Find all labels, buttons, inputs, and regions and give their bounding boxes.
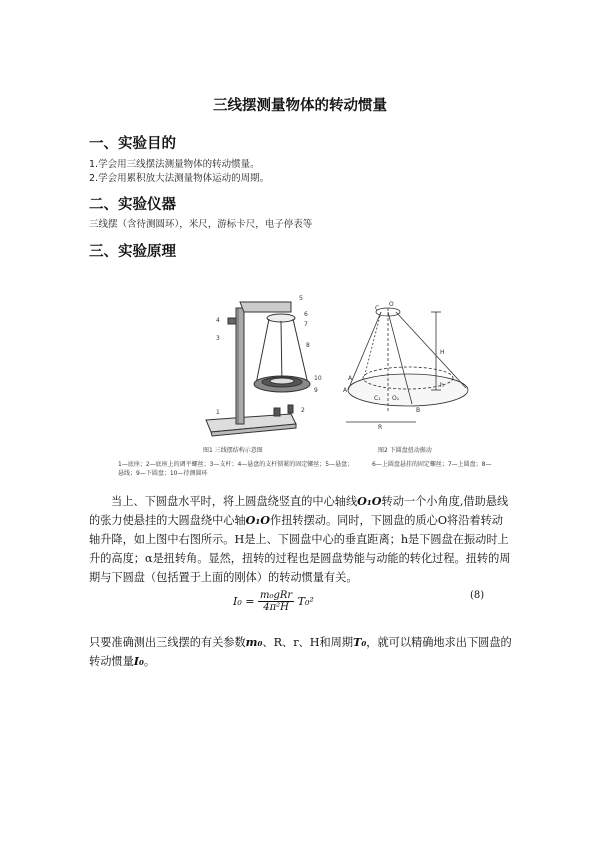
para1-text-1: 当上、下圆盘水平时，将上圆盘绕竖直的中心轴线 [111, 495, 358, 508]
para2-text-3: ，就可以精确地求出下圆盘的转动惯量 [89, 636, 512, 668]
left-figure-numbers [216, 295, 322, 416]
svg-text:O: O [389, 301, 394, 308]
svg-text:8: 8 [306, 342, 310, 349]
figure-legend-left: 1—底座；2—底座上的调平螺丝；3—支杆；4—悬盘的支杆锁紧的固定螺丝；5—悬盘； [118, 461, 354, 468]
symbol-i0: I₀ [133, 654, 144, 668]
svg-text:4: 4 [216, 317, 220, 324]
svg-text:R: R [378, 424, 383, 431]
svg-text:C₁: C₁ [374, 395, 381, 402]
section-heading-principle: 三、实验原理 [89, 244, 176, 260]
apparatus-figure [116, 292, 496, 472]
three-wire-pendulum-drawing [206, 302, 310, 436]
conclusion-paragraph [89, 633, 514, 671]
symbol-m0: m₀ [245, 635, 263, 649]
formula-number: (8) [470, 590, 485, 601]
svg-text:3: 3 [216, 335, 220, 342]
svg-text:C: C [375, 305, 380, 312]
svg-text:9: 9 [314, 387, 318, 394]
figure-caption-left: 图1 三线摆结构示意图 [203, 447, 263, 454]
figure-legend-line2: 悬线；9—下圆盘；10—待测圆环 [118, 470, 208, 477]
formula-numerator: m₀gRr [259, 590, 293, 601]
formula-lhs: I₀ = [233, 595, 255, 608]
formula-rhs: T₀² [297, 595, 314, 608]
formula-denominator: 4π²H [263, 602, 289, 613]
moment-of-inertia-formula [233, 590, 314, 613]
para1-text-2: 转动一个小角度,借助悬线的张力使悬挂的大圆盘绕中心轴 [89, 495, 509, 527]
svg-text:1: 1 [216, 409, 220, 416]
section-heading-purpose: 一、实验目的 [89, 136, 176, 152]
svg-text:6: 6 [304, 311, 308, 318]
para2-text-2: 、R、r、H和周期 [262, 636, 354, 649]
svg-text:h: h [440, 382, 444, 389]
svg-text:H: H [440, 349, 445, 356]
svg-text:10: 10 [314, 375, 322, 382]
formula-fraction [258, 590, 294, 613]
purpose-item-1: 1.学会用三线摆法测量物体的转动惯量。 [89, 159, 260, 170]
svg-text:A: A [343, 387, 348, 394]
symbol-t0: T₀ [353, 635, 367, 649]
svg-text:5: 5 [299, 295, 303, 302]
torsion-oscillation-drawing [346, 308, 468, 422]
principle-paragraph [89, 492, 514, 587]
svg-text:A: A [348, 375, 353, 382]
purpose-item-2: 2.学会用累积放大法测量物体运动的周期。 [89, 173, 270, 184]
para2-text-4: 。 [143, 655, 156, 668]
svg-text:7: 7 [304, 321, 308, 328]
section-heading-instruments: 二、实验仪器 [89, 197, 176, 213]
svg-text:O₁: O₁ [392, 395, 400, 402]
para1-text-3: 作扭转摆动。同时，下圆盘的质心O将沿着转动轴升降，如上图中右图所示。H是上、下圆盘中心的垂直距离；h是下圆盘在振动时上升的高度；α是扭转角。显然，扭转的过程也是圆盘势能与动能的转化过程。扭转的周期与下圆盘（包括置于上面的刚体）的转动惯量有关。 [89, 514, 511, 584]
page-title: 三线摆测量物体的转动惯量 [213, 98, 387, 114]
svg-text:B: B [416, 407, 421, 414]
instruments-text: 三线摆（含待测圆环），米尺，游标卡尺，电子停表等 [89, 219, 313, 230]
figure-caption-right: 图2 下圆盘扭动振动 [378, 447, 432, 454]
axis-symbol-o1o: O₁O [357, 494, 382, 508]
para2-text-1: 只要准确测出三线摆的有关参数 [89, 636, 246, 649]
svg-text:2: 2 [301, 407, 305, 414]
axis-symbol-o1o-2: O₁O [245, 513, 271, 527]
apparatus-diagram [116, 292, 496, 472]
figure-legend-right: 6—上圆盘悬挂的固定螺丝；7—上圆盘；8— [372, 461, 492, 468]
